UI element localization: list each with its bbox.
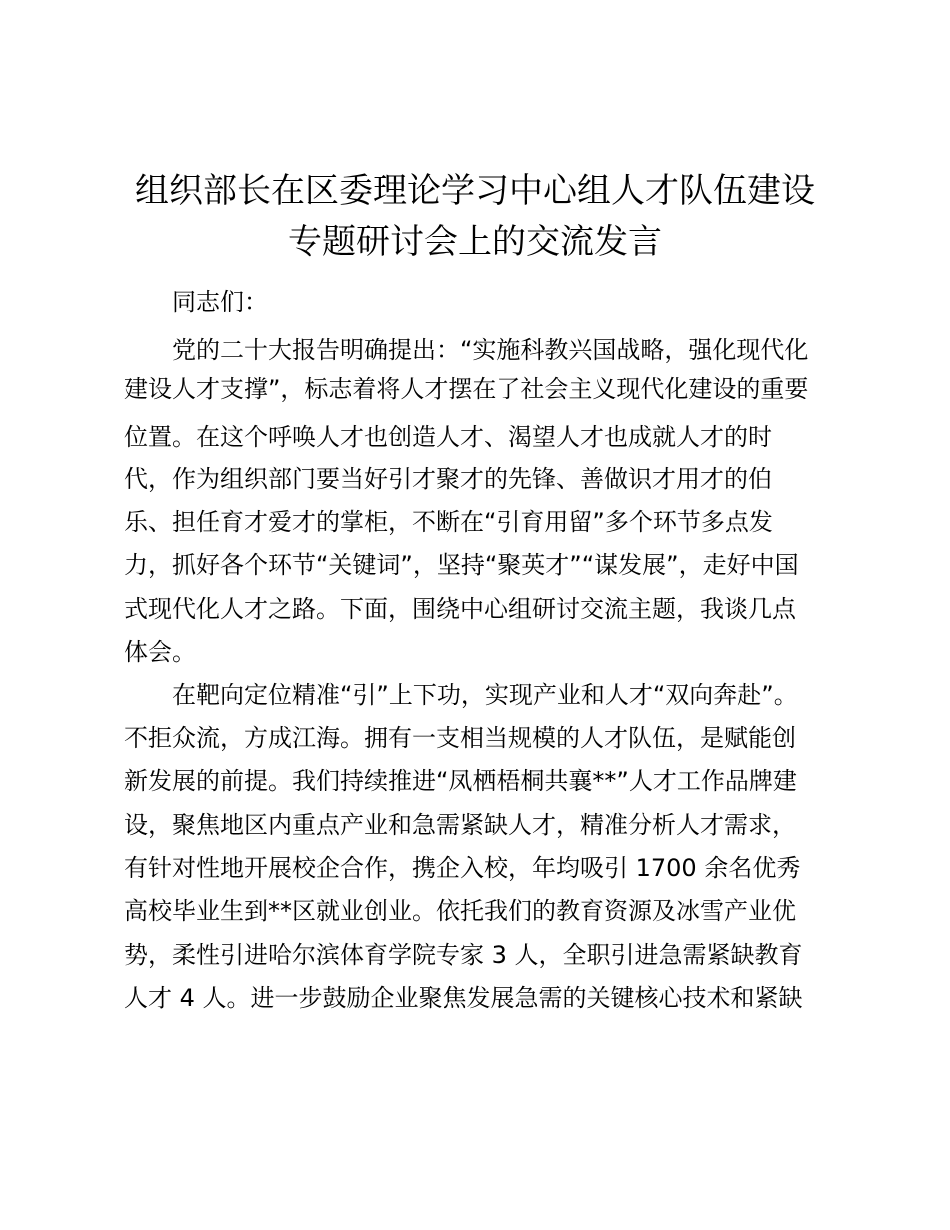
salutation: 同志们： bbox=[172, 288, 268, 316]
paragraph-line: 不拒众流，方成江海。拥有一支相当规模的人才队伍，是赋能创 bbox=[124, 724, 796, 752]
paragraph-line: 代，作为组织部门要当好引才聚才的先锋、善做识才用才的伯 bbox=[124, 465, 772, 493]
document-title-line-2: 专题研讨会上的交流发言 bbox=[288, 222, 662, 262]
paragraph-line: 乐、担任育才爱才的掌柜，不断在“引育用留”多个环节多点发 bbox=[124, 508, 773, 536]
paragraph-line: 在靶向定位精准“引”上下功，实现产业和人才“双向奔赴”。 bbox=[172, 681, 798, 709]
paragraph-line: 体会。 bbox=[124, 638, 196, 666]
paragraph-line: 人才 4 人。进一步鼓励企业聚焦发展急需的关键核心技术和紧缺 bbox=[124, 984, 803, 1012]
paragraph-line: 位置。在这个呼唤人才也创造人才、渴望人才也成就人才的时 bbox=[124, 423, 772, 451]
paragraph-line: 新发展的前提。我们持续推进“凤栖梧桐共襄**”人才工作品牌建 bbox=[124, 767, 797, 795]
paragraph-line: 设，聚焦地区内重点产业和急需紧缺人才，精准分析人才需求， bbox=[124, 811, 796, 839]
document-title-line-1: 组织部长在区委理论学习中心组人才队伍建设 bbox=[135, 171, 815, 211]
paragraph-line: 力，抓好各个环节“关键词”，坚持“聚英才”“谋发展”，走好中国 bbox=[124, 551, 799, 579]
paragraph-line: 有针对性地开展校企合作，携企入校，年均吸引 1700 余名优秀 bbox=[124, 854, 801, 882]
paragraph-line: 式现代化人才之路。下面，围绕中心组研讨交流主题，我谈几点 bbox=[124, 595, 796, 623]
paragraph-line: 势，柔性引进哈尔滨体育学院专家 3 人，全职引进急需紧缺教育 bbox=[124, 941, 803, 969]
paragraph-line: 高校毕业生到**区就业创业。依托我们的教育资源及冰雪产业优 bbox=[124, 897, 796, 925]
paragraph-line: 建设人才支撑”，标志着将人才摆在了社会主义现代化建设的重要 bbox=[124, 375, 809, 403]
paragraph-line: 党的二十大报告明确提出：“实施科教兴国战略，强化现代化 bbox=[172, 336, 809, 364]
